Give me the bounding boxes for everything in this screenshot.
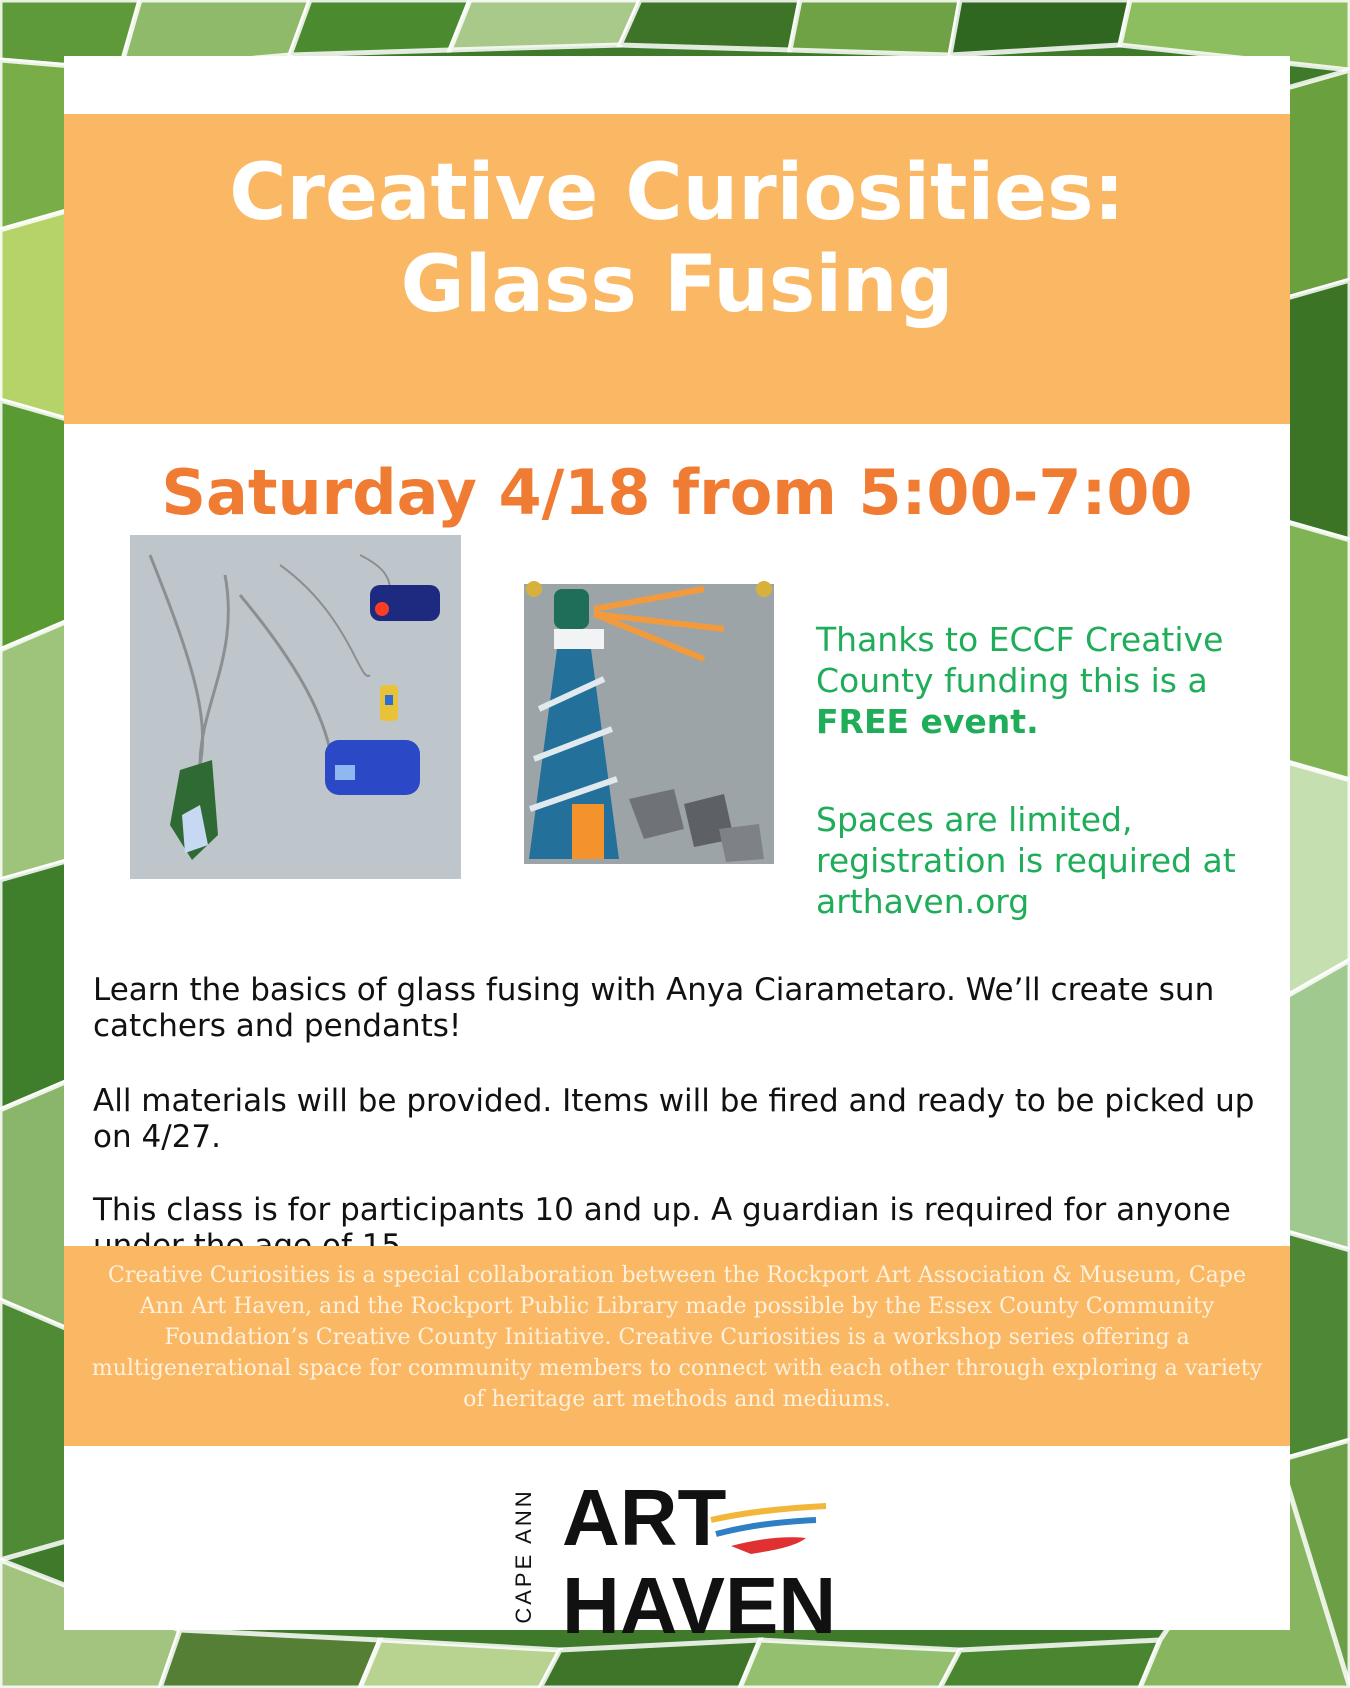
lighthouse-suncatcher-photo <box>494 529 844 877</box>
title-line-1: Creative Curiosities: <box>229 148 1125 238</box>
materials-paragraph: All materials will be provided. Items will be fired and ready to be picked up on 4/27. <box>93 1083 1255 1155</box>
collaboration-text: Creative Curiosities is a special collaboration between the Rockport Art Association & Museum, Cape Ann Art Haven, and the Rockport Public Library made possible by the Essex County Community Foundation’s Creative County Initiative. Creative Curiosities is a workshop series offering a multigenerational space for community members to connect with each other through exploring a variety of heritage art methods and mediums. <box>91 1263 1263 1412</box>
registration-note: Spaces are limited, registration is required at arthaven.org <box>816 800 1236 921</box>
funding-note <box>816 619 1256 742</box>
logo-art: ART <box>562 1473 727 1562</box>
pendants-photo <box>130 535 461 879</box>
title-line-2: Glass Fusing <box>400 240 954 330</box>
art-haven-logo <box>494 1466 914 1650</box>
logo-cape-ann: CAPE ANN <box>511 1488 536 1624</box>
event-date-time: Saturday 4/18 from 5:00-7:00 <box>161 456 1193 529</box>
free-event-text: FREE event. <box>816 702 1039 741</box>
brush-stroke-icon <box>706 1502 836 1572</box>
description-paragraph: Learn the basics of glass fusing with Anya Ciarametaro. We’ll create sun catchers and pendants! <box>93 972 1215 1044</box>
age-paragraph: This class is for participants 10 and up. A guardian is required for anyone <box>93 1192 1231 1228</box>
funding-text: Thanks to ECCF Creative County funding this is a <box>816 620 1224 700</box>
flyer-panel <box>64 56 1290 1650</box>
logo-haven: HAVEN <box>562 1561 837 1650</box>
